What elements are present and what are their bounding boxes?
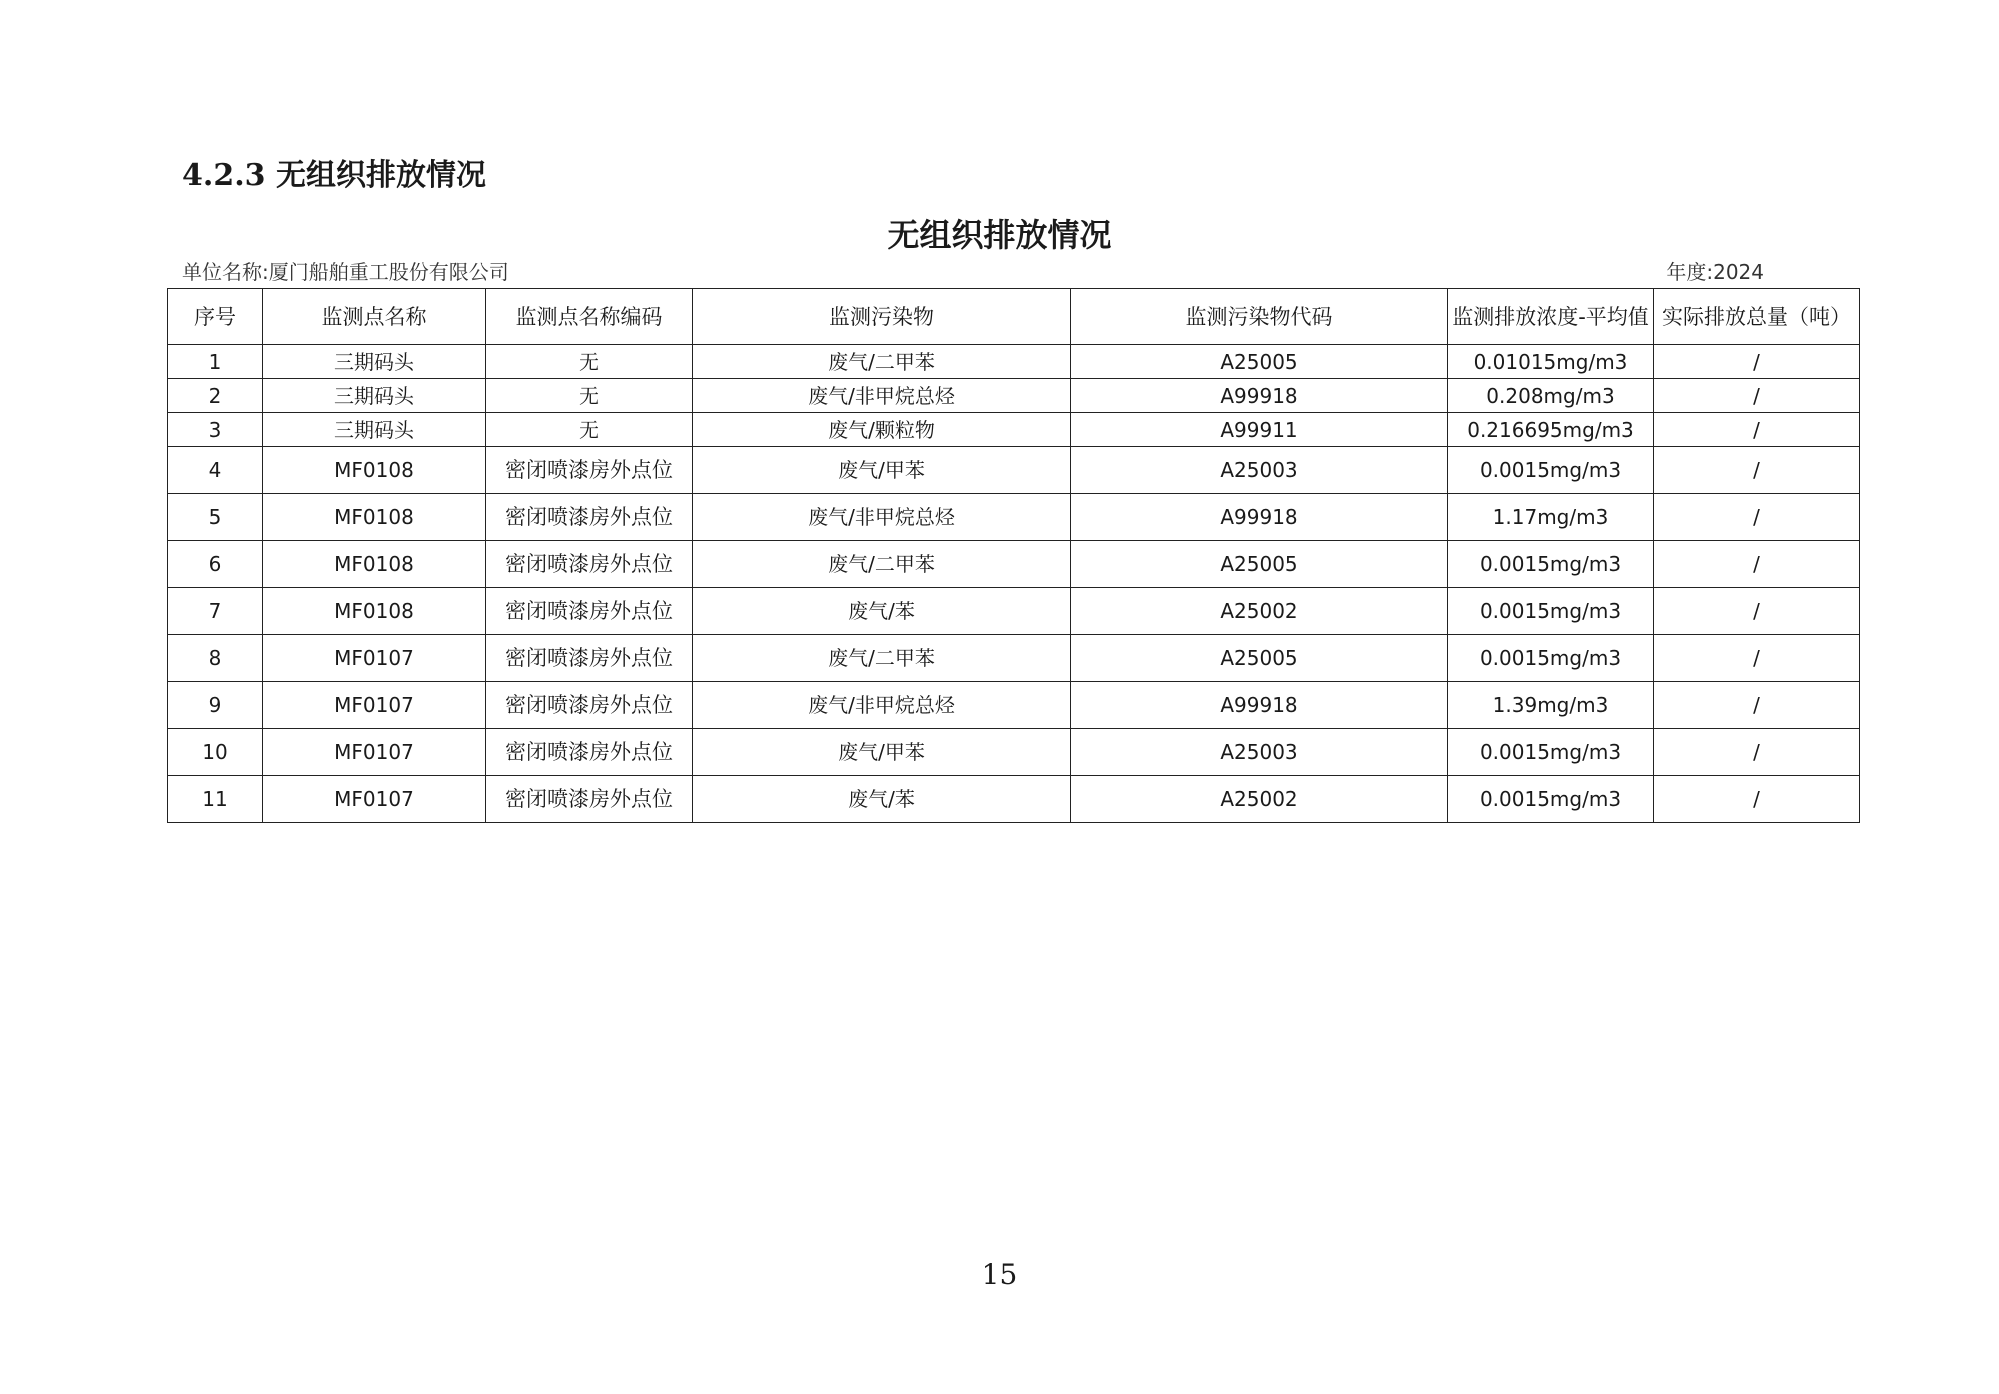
total-emission-cell: / — [1654, 635, 1860, 682]
total-emission-cell: / — [1654, 494, 1860, 541]
table-row — [168, 379, 1860, 413]
point-code-text: 密闭喷漆房外点位 — [505, 505, 673, 529]
row-index-cell: 7 — [168, 588, 263, 635]
row-index-cell: 8 — [168, 635, 263, 682]
total-emission-cell: / — [1654, 729, 1860, 776]
point-code-cell: 无 — [486, 379, 693, 413]
point-code-text: 密闭喷漆房外点位 — [505, 599, 673, 623]
pollutant-cell: 废气/二甲苯 — [693, 345, 1071, 379]
row-index-cell: 2 — [168, 379, 263, 413]
point-code-cell: 无 — [486, 345, 693, 379]
company-label: 单位名称:厦门船舶重工股份有限公司 — [182, 260, 509, 284]
emissions-table — [167, 288, 1860, 823]
concentration-cell: 0.0015mg/m3 — [1448, 447, 1654, 494]
point-code-cell — [486, 635, 693, 682]
row-index-cell: 4 — [168, 447, 263, 494]
row-index-cell: 11 — [168, 776, 263, 823]
point-code-cell — [486, 494, 693, 541]
table-row — [168, 494, 1860, 541]
pollutant-code-cell: A99918 — [1071, 682, 1448, 729]
point-name-cell: MF0108 — [263, 588, 486, 635]
point-code-cell: 无 — [486, 413, 693, 447]
table-row — [168, 413, 1860, 447]
row-index-cell: 5 — [168, 494, 263, 541]
point-name-cell: 三期码头 — [263, 413, 486, 447]
total-emission-cell: / — [1654, 379, 1860, 413]
pollutant-code-cell: A99918 — [1071, 379, 1448, 413]
table-meta — [182, 256, 1764, 284]
pollutant-code-cell: A25005 — [1071, 345, 1448, 379]
total-emission-cell: / — [1654, 541, 1860, 588]
pollutant-code-cell: A25005 — [1071, 635, 1448, 682]
point-code-text: 密闭喷漆房外点位 — [505, 458, 673, 482]
pollutant-code-cell: A99918 — [1071, 494, 1448, 541]
point-name-cell: 三期码头 — [263, 345, 486, 379]
row-index-cell: 3 — [168, 413, 263, 447]
table-row — [168, 682, 1860, 729]
pollutant-cell: 废气/甲苯 — [693, 447, 1071, 494]
table-row — [168, 776, 1860, 823]
row-index-cell: 10 — [168, 729, 263, 776]
point-code-text: 密闭喷漆房外点位 — [505, 787, 673, 811]
pollutant-cell: 废气/二甲苯 — [693, 635, 1071, 682]
row-index-cell: 6 — [168, 541, 263, 588]
concentration-cell: 0.0015mg/m3 — [1448, 776, 1654, 823]
pollutant-cell: 废气/苯 — [693, 588, 1071, 635]
point-code-cell — [486, 776, 693, 823]
point-name-cell: MF0107 — [263, 776, 486, 823]
total-emission-cell: / — [1654, 447, 1860, 494]
row-index-cell: 9 — [168, 682, 263, 729]
concentration-cell: 1.17mg/m3 — [1448, 494, 1654, 541]
section-heading: 4.2.3 无组织排放情况 — [182, 158, 486, 193]
pollutant-cell: 废气/非甲烷总烃 — [693, 379, 1071, 413]
point-code-text: 密闭喷漆房外点位 — [505, 552, 673, 576]
point-code-cell — [486, 447, 693, 494]
pollutant-cell: 废气/非甲烷总烃 — [693, 682, 1071, 729]
pollutant-code-cell: A25002 — [1071, 588, 1448, 635]
column-header: 监测点名称编码 — [486, 289, 693, 345]
pollutant-code-cell: A25003 — [1071, 729, 1448, 776]
point-code-cell — [486, 729, 693, 776]
table-header-row — [168, 289, 1860, 345]
concentration-cell: 0.0015mg/m3 — [1448, 541, 1654, 588]
pollutant-code-cell: A25002 — [1071, 776, 1448, 823]
point-name-cell: MF0107 — [263, 635, 486, 682]
pollutant-cell: 废气/颗粒物 — [693, 413, 1071, 447]
table-title: 无组织排放情况 — [887, 216, 1112, 254]
point-code-cell — [486, 588, 693, 635]
pollutant-cell: 废气/非甲烷总烃 — [693, 494, 1071, 541]
pollutant-cell: 废气/二甲苯 — [693, 541, 1071, 588]
pollutant-cell: 废气/甲苯 — [693, 729, 1071, 776]
point-name-cell: MF0108 — [263, 494, 486, 541]
column-header: 序号 — [168, 289, 263, 345]
point-name-cell: 三期码头 — [263, 379, 486, 413]
point-code-text: 密闭喷漆房外点位 — [505, 740, 673, 764]
pollutant-code-cell: A25003 — [1071, 447, 1448, 494]
concentration-cell: 0.0015mg/m3 — [1448, 588, 1654, 635]
total-emission-cell: / — [1654, 682, 1860, 729]
point-name-cell: MF0108 — [263, 541, 486, 588]
point-code-text: 密闭喷漆房外点位 — [505, 693, 673, 717]
row-index-cell: 1 — [168, 345, 263, 379]
table-row — [168, 588, 1860, 635]
column-header: 监测点名称 — [263, 289, 486, 345]
total-emission-cell: / — [1654, 588, 1860, 635]
total-emission-cell: / — [1654, 776, 1860, 823]
table-row — [168, 541, 1860, 588]
pollutant-code-cell: A25005 — [1071, 541, 1448, 588]
total-emission-cell: / — [1654, 345, 1860, 379]
table-row — [168, 447, 1860, 494]
point-code-text: 密闭喷漆房外点位 — [505, 646, 673, 670]
point-name-cell: MF0107 — [263, 682, 486, 729]
column-header: 实际排放总量（吨） — [1654, 289, 1860, 345]
point-code-cell — [486, 541, 693, 588]
concentration-cell: 0.0015mg/m3 — [1448, 729, 1654, 776]
point-name-cell: MF0108 — [263, 447, 486, 494]
point-code-cell — [486, 682, 693, 729]
table-row — [168, 345, 1860, 379]
year-label: 年度:2024 — [1666, 260, 1764, 284]
concentration-cell: 0.0015mg/m3 — [1448, 635, 1654, 682]
total-emission-cell: / — [1654, 413, 1860, 447]
pollutant-cell: 废气/苯 — [693, 776, 1071, 823]
table-row — [168, 729, 1860, 776]
table-row — [168, 635, 1860, 682]
concentration-cell: 1.39mg/m3 — [1448, 682, 1654, 729]
concentration-cell: 0.01015mg/m3 — [1448, 345, 1654, 379]
column-header: 监测污染物 — [693, 289, 1071, 345]
concentration-cell: 0.216695mg/m3 — [1448, 413, 1654, 447]
column-header: 监测排放浓度-平均值 — [1448, 289, 1654, 345]
point-name-cell: MF0107 — [263, 729, 486, 776]
pollutant-code-cell: A99911 — [1071, 413, 1448, 447]
column-header: 监测污染物代码 — [1071, 289, 1448, 345]
page-number: 15 — [981, 1258, 1018, 1291]
concentration-cell: 0.208mg/m3 — [1448, 379, 1654, 413]
